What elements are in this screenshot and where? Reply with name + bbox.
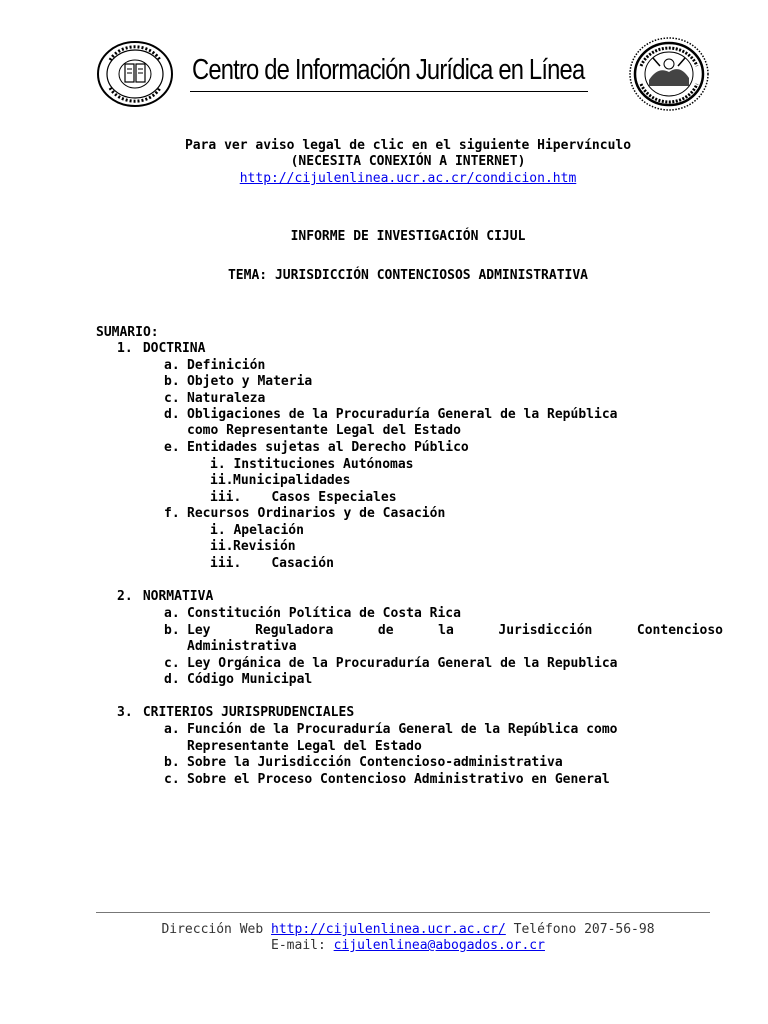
section-3-number: 3. bbox=[117, 705, 133, 720]
sub-list-item: ii.Revisión bbox=[210, 539, 296, 554]
footer-web-line bbox=[0, 921, 768, 938]
section-2-title: NORMATIVA bbox=[142, 589, 214, 604]
list-item-continuation: Representante Legal del Estado bbox=[187, 739, 422, 754]
list-item-continuation: Administrativa bbox=[187, 639, 297, 654]
sub-list-item: i. Apelación bbox=[210, 523, 304, 538]
footer-phone: Teléfono 207-56-98 bbox=[513, 922, 655, 937]
header-underline bbox=[190, 91, 588, 92]
section-3-title: CRITERIOS JURISPRUDENCIALES bbox=[142, 705, 355, 720]
list-item: e. Entidades sujetas al Derecho Público bbox=[164, 440, 469, 455]
footer-email-link[interactable]: cijulenlinea@abogados.or.cr bbox=[333, 938, 545, 953]
list-item: a. Definición bbox=[164, 358, 266, 373]
report-heading: INFORME DE INVESTIGACIÓN CIJUL bbox=[290, 229, 526, 244]
footer-web-label: Dirección Web bbox=[161, 922, 264, 937]
section-2-number: 2. bbox=[117, 589, 133, 604]
legal-notice-text: Para ver aviso legal de clic en el siguiente Hipervínculo bbox=[184, 138, 632, 153]
list-item: b. Objeto y Materia bbox=[164, 374, 313, 389]
connection-notice: (NECESITA CONEXIÓN A INTERNET) bbox=[290, 154, 526, 169]
section-1-title: DOCTRINA bbox=[142, 341, 206, 356]
section-2-heading bbox=[117, 588, 213, 605]
section-1-heading bbox=[117, 340, 205, 357]
list-item: c. Naturaleza bbox=[164, 391, 266, 406]
section-3-heading bbox=[117, 704, 354, 721]
list-item: d. Obligaciones de la Procuraduría General de la República bbox=[164, 407, 618, 422]
sub-list-item: ii.Municipalidades bbox=[210, 473, 351, 488]
list-item: c. Sobre el Proceso Contencioso Administrativo en General bbox=[164, 772, 610, 787]
footer-divider bbox=[96, 912, 710, 913]
sub-list-item: i. Instituciones Autónomas bbox=[210, 457, 414, 472]
header-title: Centro de Información Jurídica en Línea bbox=[192, 54, 585, 86]
footer-email-label: E-mail: bbox=[271, 938, 326, 953]
sumario-label: SUMARIO: bbox=[96, 325, 159, 340]
list-item: f. Recursos Ordinarios y de Casación bbox=[164, 506, 446, 521]
list-item: a. Función de la Procuraduría General de la República como bbox=[164, 722, 618, 737]
list-item: c. Ley Orgánica de la Procuraduría General de la Republica bbox=[164, 656, 618, 671]
universidad-costa-rica-seal-icon bbox=[628, 36, 710, 112]
list-item-continuation: como Representante Legal del Estado bbox=[187, 423, 461, 438]
list-item: b. Sobre la Jurisdicción Contencioso-administrativa bbox=[164, 755, 563, 770]
list-item: a. Constitución Política de Costa Rica bbox=[164, 606, 461, 621]
sub-list-item: iii. Casos Especiales bbox=[210, 490, 397, 505]
sub-list-item: iii. Casación bbox=[210, 556, 334, 571]
report-tema: TEMA: JURISDICCIÓN CONTENCIOSOS ADMINISTRATIVA bbox=[227, 268, 589, 283]
footer-email-line bbox=[0, 937, 768, 954]
colegio-abogados-seal-icon bbox=[96, 40, 174, 108]
list-item-justified: Ley Reguladora de la Jurisdicción Contencioso bbox=[187, 623, 723, 638]
section-1-number: 1. bbox=[117, 341, 133, 356]
legal-notice-link[interactable]: http://cijulenlinea.ucr.ac.cr/condicion.htm bbox=[239, 171, 577, 186]
footer-web-link[interactable]: http://cijulenlinea.ucr.ac.cr/ bbox=[271, 922, 506, 937]
list-item-marker: b. bbox=[164, 623, 180, 638]
list-item: d. Código Municipal bbox=[164, 672, 313, 687]
